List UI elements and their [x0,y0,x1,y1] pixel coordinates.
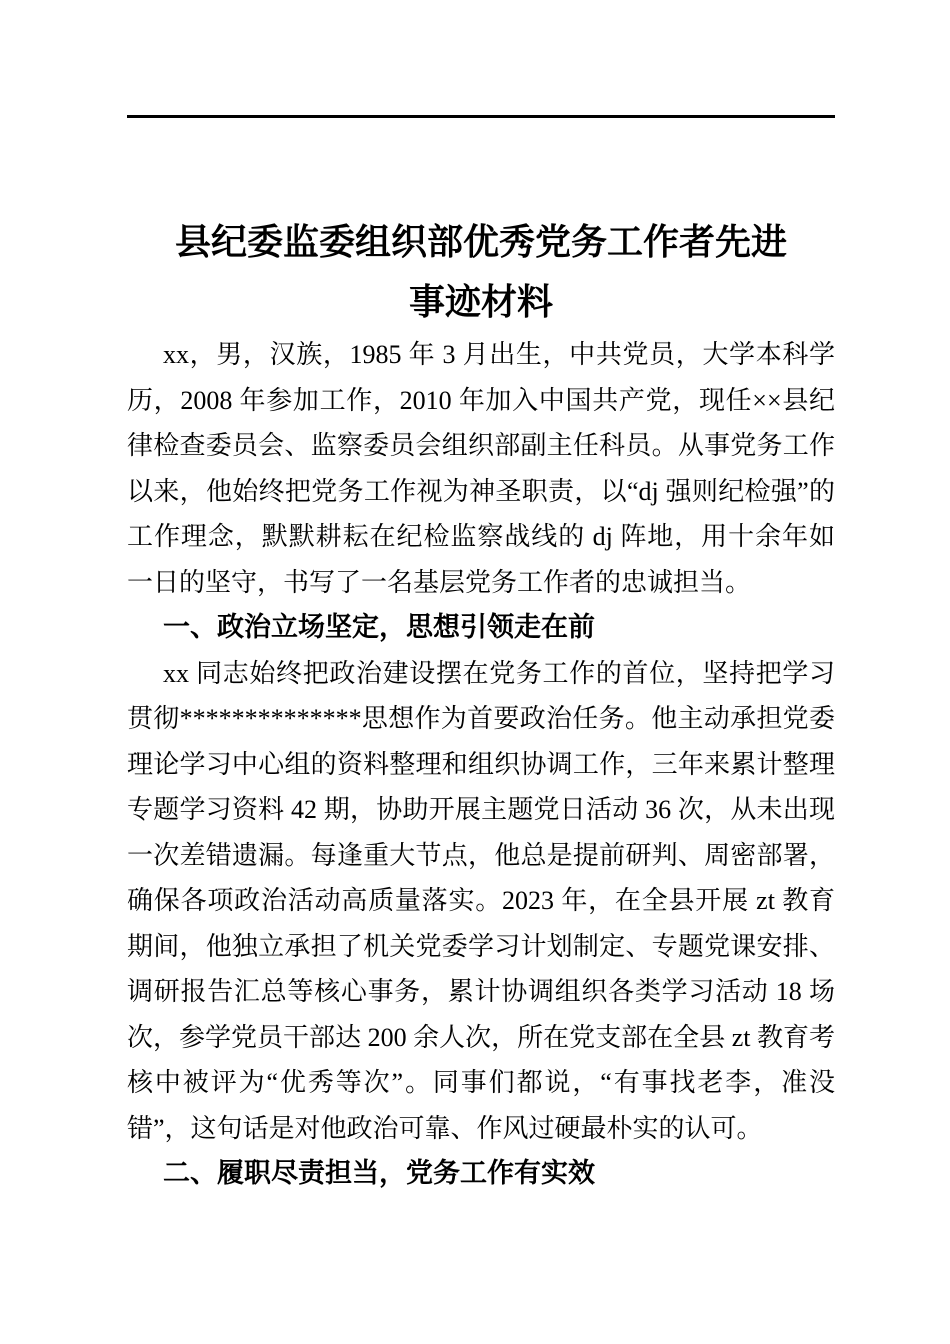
document-title [127,212,835,332]
title-line-2: 事迹材料 [408,282,553,322]
section-1-heading: 一、政治立场坚定，思想引领走在前 [163,612,595,642]
section-2-heading: 二、履职尽责担当，党务工作有实效 [163,1158,595,1188]
intro-paragraph: xx，男，汉族，1985 年 3 月出生，中共党员，大学本科学历，2008 年参加工作，2010 年加入中国共产党，现任××县纪律检查委员会、监察委员会组织部副主任科员。从事党务工作以来，他始终把党务工作视为神圣职责，以“dj 强则纪检强”的工作理念，默默耕耘在纪检监察战线的 dj 阵地，用十余年如一日的坚守，书写了一名基层党务工作者的忠诚担当。 [127,340,835,597]
header-rule [127,115,835,118]
title-line-1: 县纪委监委组织部优秀党务工作者先进 [174,222,787,262]
section-1-paragraph: xx 同志始终把政治建设摆在党务工作的首位，坚持把学习贯彻**************思想作为首要政治任务。他主动承担党委理论学习中心组的资料整理和组织协调工作，三年来累计整理专题学习资料 42 期，协助开展主题党日活动 36 次，从未出现一次差错遗漏。每逢重大节点，他总是提前研判、周密部署，确保各项政治活动高质量落实。2023 年，在全县开展 zt 教育期间，他独立承担了机关党委学习计划制定、专题党课安排、调研报告汇总等核心事务，累计协调组织各类学习活动 18 场次，参学党员干部达 200 余人次，所在党支部在全县 zt 教育考核中被评为“优秀等次”。同事们都说，“有事找老李，准没错”，这句话是对他政治可靠、作风过硬最朴实的认可。 [127,658,835,1143]
